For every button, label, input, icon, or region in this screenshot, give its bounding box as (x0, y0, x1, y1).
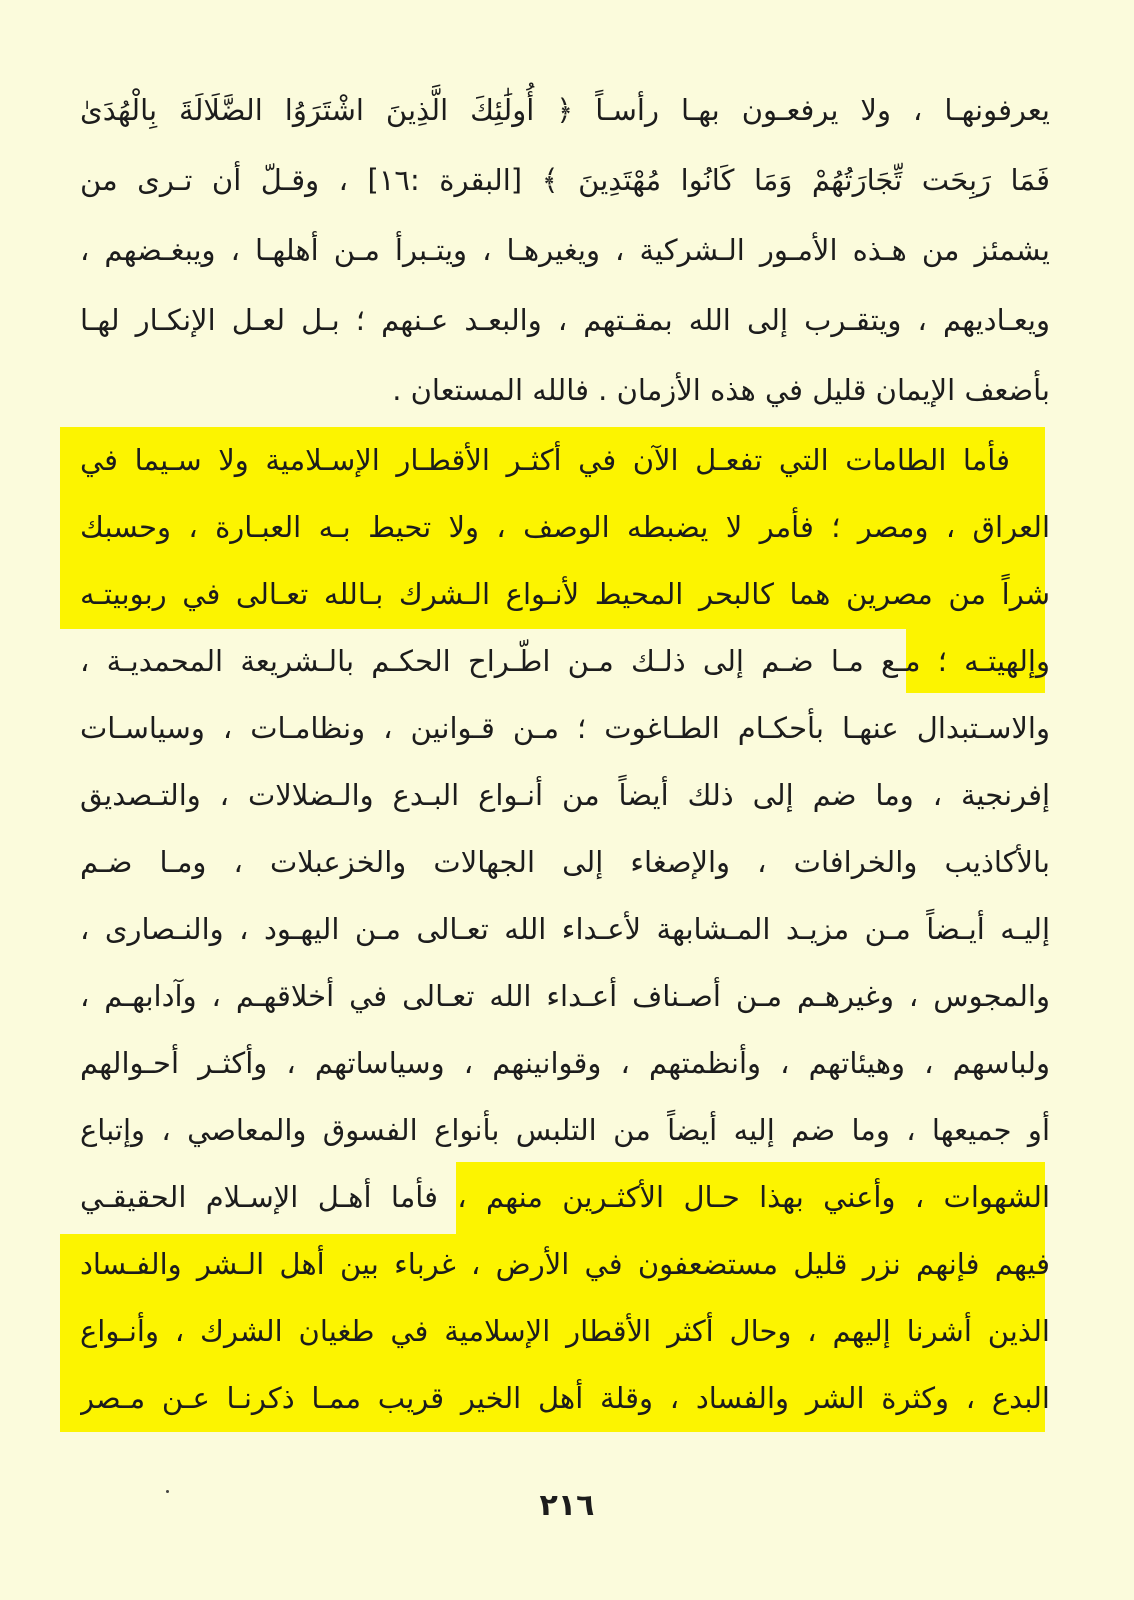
text-line: ولباسهم ، وهيئاتهم ، وأنظمتهم ، وقوانينهم ، وسياساتهم ، وأكثـر أحـوالهم (80, 1046, 1050, 1080)
text-line: أو جميعها ، وما ضم إليه أيضاً من التلبس بأنواع الفسوق والمعاصي ، وإتباع (80, 1113, 1050, 1147)
text-line: والمجوس ، وغيرهـم مـن أصـناف أعـداء الله تعـالى في أخلاقهـم ، وآدابهـم ، (80, 979, 1050, 1013)
text-line: ويعـاديهم ، ويتقـرب إلى الله بمقـتهم ، والبعـد عـنهم ؛ بـل لعـل الإنكـار لهـا (80, 303, 1050, 337)
text-line: فيهم فإنهم نزر قليل مستضعفون في الأرض ، غرباء بين أهل الـشر والفـساد (80, 1247, 1050, 1281)
text-line: العراق ، ومصر ؛ فأمر لا يضبطه الوصف ، ولا تحيط بـه العبـارة ، وحسبك (80, 510, 1050, 544)
text-line: يعرفونهـا ، ولا يرفعـون بهـا رأسـاً ﴿ أُولَٰئِكَ الَّذِينَ اشْتَرَوُا الضَّلَالَةَ بِالْهُدَىٰ (80, 93, 1050, 127)
page-number: ٢١٦ (539, 1488, 595, 1523)
text-line: فَمَا رَبِحَت تِّجَارَتُهُمْ وَمَا كَانُوا مُهْتَدِينَ ﴾ [البقرة :١٦] ، وقـلّ أن تـرى من (80, 163, 1050, 197)
text-line: البدع ، وكثرة الشر والفساد ، وقلة أهل الخير قريب ممـا ذكرنـا عـن مـصر (80, 1381, 1050, 1415)
text-line: إفرنجية ، وما ضم إلى ذلك أيضاً من أنـواع البـدع والـضلالات ، والتـصديق (80, 778, 1050, 812)
text-line: الشهوات ، وأعني بهذا حـال الأكثـرين منهم ، فأما أهـل الإسـلام الحقيقـي (80, 1180, 1050, 1214)
text-line: شراً من مصرين هما كالبحر المحيط لأنـواع الـشرك بـالله تعـالى في ربوبيتـه (80, 577, 1050, 611)
text-line: بأضعف الإيمان قليل في هذه الأزمان . فالله المستعان . (392, 373, 1050, 407)
text-line: يشمئز من هـذه الأمـور الـشركية ، ويغيرهـا ، ويتـبرأ مـن أهلهـا ، ويبغـضهم ، (80, 233, 1050, 267)
text-line: الذين أشرنا إليهم ، وحال أكثر الأقطار الإسلامية في طغيان الشرك ، وأنـواع (80, 1314, 1050, 1348)
text-line: إليـه أيـضاً مـن مزيـد المـشابهة لأعـداء الله تعـالى مـن اليهـود ، والنـصارى ، (80, 912, 1050, 946)
text-line: والاسـتبدال عنهـا بأحكـام الطـاغوت ؛ مـن قـوانين ، ونظامـات ، وسياسـات (80, 711, 1050, 745)
text-line: فأما الطامات التي تفعـل الآن في أكثـر الأقطـار الإسـلامية ولا سـيما في (80, 443, 1010, 477)
text-line: بالأكاذيب والخرافات ، والإصغاء إلى الجهالات والخزعبلات ، ومـا ضـم (80, 845, 1050, 879)
text-line: وإلهيتـه ؛ مـع مـا ضـم إلى ذلـك مـن اطّـراح الحكـم بالـشريعة المحمديـة ، (80, 644, 1050, 678)
